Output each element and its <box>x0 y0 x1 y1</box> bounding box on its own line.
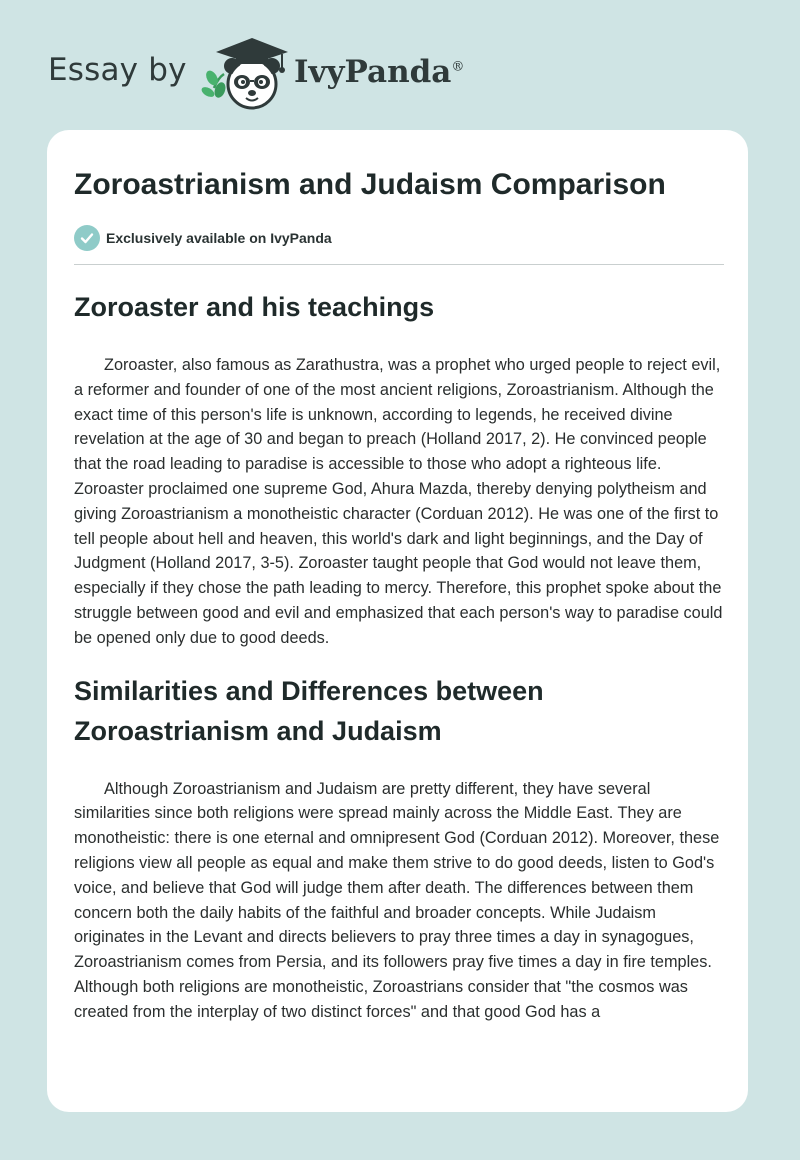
essay-content <box>74 164 724 1025</box>
section-paragraph: Although Zoroastrianism and Judaism are pretty different, they have several similarities since both religions were spread mainly across the Middle East. They are monotheistic: there is one eternal and omnipresent God (Corduan 2012). Moreover, these religions view all people as equal and make them strive to do good deeds, listen to God's voice, and believe that God will judge them after death. The differences between them concern both the daily habits of the faithful and broader concepts. While Judaism originates in the Levant and directs believers to pray three times a day in synagogues, Zoroastrianism comes from Persia, and its followers pray five times a day in fire temples. Although both religions are monotheistic, Zoroastrians consider that "the cosmos was created from the interplay of two distinct forces" and that good God has a <box>74 779 720 1021</box>
section-heading: Similarities and Differences between Zoroastrianism and Judaism <box>74 675 544 746</box>
exclusive-badge <box>74 224 724 252</box>
section-paragraph: Zoroaster, also famous as Zarathustra, was a prophet who urged people to reject evil, a reformer and founder of one of the most ancient religions, Zoroastrianism. Although the exact time of this person's life is unknown, according to legends, he received divine revelation at the age of 30 and began to preach (Holland 2017, 2). He convinced people that the road leading to paradise is accessible to those who adopt a righteous life. Zoroaster proclaimed one supreme God, Ahura Mazda, thereby denying polytheism and giving Zoroastrianism a monotheistic character (Corduan 2012). He was one of the first to tell people about hell and heaven, this world's dark and light beginnings, and the Day of Judgment (Holland 2017, 3-5). Zoroaster taught people that God would not leave them, especially if they chose the path leading to mercy. Therefore, this prophet spoke about the struggle between good and evil and emphasized that each person's way to paradise could be opened only due to good deeds. <box>74 356 723 647</box>
section-heading: Zoroaster and his teachings <box>74 292 435 322</box>
divider <box>74 264 724 265</box>
brand-name-text: IvyPanda <box>294 54 452 90</box>
essay-title: Zoroastrianism and Judaism Comparison <box>74 168 666 201</box>
panda-graduation-cap-icon[interactable] <box>200 34 294 110</box>
brand-prefix: Essay by <box>48 52 187 88</box>
registered-mark: ® <box>451 59 465 75</box>
badge-label: Exclusively available on IvyPanda <box>106 230 332 246</box>
check-circle-icon <box>74 225 100 251</box>
brand-header <box>48 34 508 110</box>
brand-name <box>294 54 464 90</box>
essay-card <box>47 130 748 1112</box>
